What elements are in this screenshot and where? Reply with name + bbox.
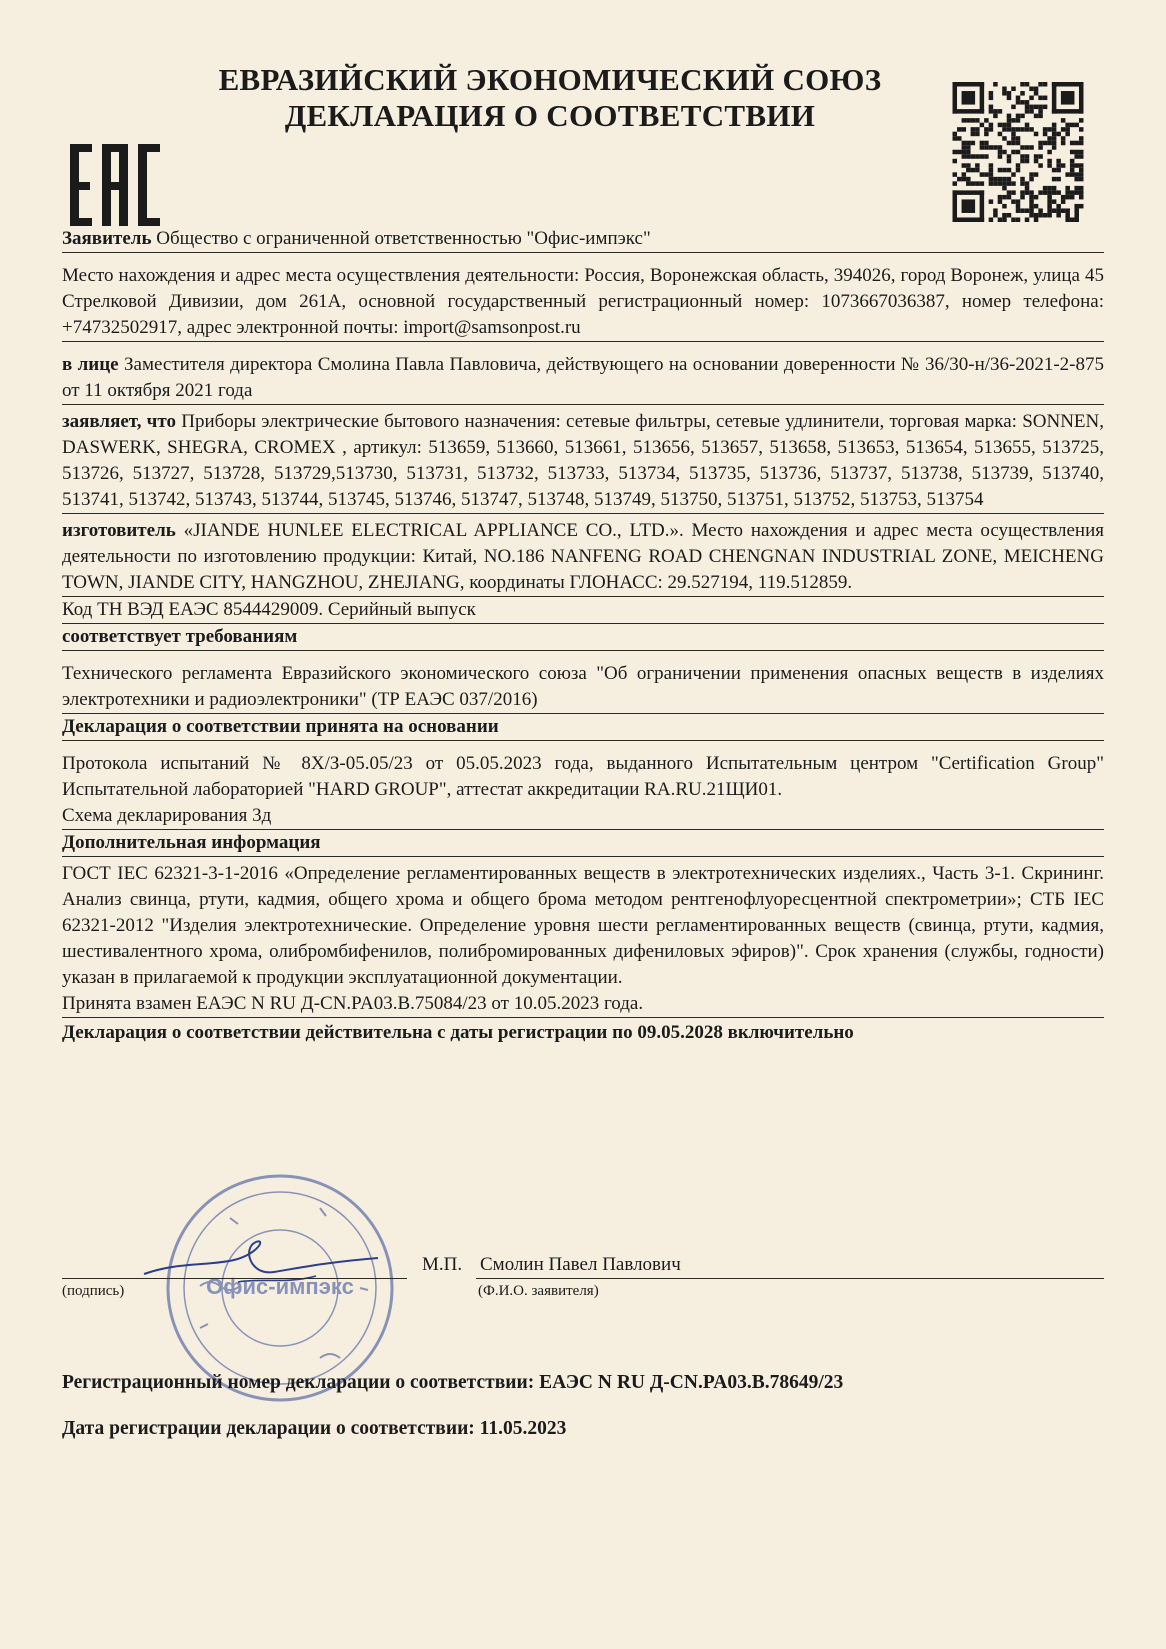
declares-value: Приборы электрические бытового назначения: сетевые фильтры, сетевые удлинители, торговая марка: SONNEN, DASWERK, SHEGRA, CROMEX , артикул: 513659, 513660, 513661, 513656, 513657, 513658, 513653, 513654, 513655, 513725, 513726, 513727, 513728, 513729,513730, 513731, 513732, 513733, 513734, 513735, 513736, 513737, 513738, 513739, 513740, 513741, 513742, 513743, 513744, 513745, 513746, 513747, 513748, 513749, 513750, 513751, 513752, 513753, 513754 bbox=[62, 411, 1104, 510]
applicant-value: Общество с ограниченной ответственностью "Офис-импэкс" bbox=[156, 228, 651, 249]
additional-text: ГОСТ IEC 62321-3-1-2016 «Определение регламентированных веществ в электротехнических изделиях., Часть 3-1. Скрининг. Анализ свинца, ртути, кадмия, общего хрома и общего брома методом рентгенофлуоресцентной спектрометрии»; СТБ IEC 62321-2012 "Изделия электротехнические. Определение уровня шести регламентированных веществ (свинца, ртути, кадмия, шестивалентного хрома, олибромбифенилов, полибромированных дифениловых эфиров)". Срок хранения (службы, годности) указан в прилагаемой к продукции эксплуатационной документации. bbox=[62, 863, 1104, 988]
manufacturer-label: изготовитель bbox=[62, 520, 176, 541]
declares-label: заявляет, что bbox=[62, 411, 176, 432]
document-title bbox=[200, 62, 900, 134]
title-line-2: ДЕКЛАРАЦИЯ О СООТВЕТСТВИИ bbox=[284, 98, 816, 133]
name-caption: (Ф.И.О. заявителя) bbox=[478, 1283, 599, 1299]
represented-label: в лице bbox=[62, 354, 119, 375]
scheme-text: Схема декларирования 3д bbox=[62, 805, 272, 826]
manufacturer-section bbox=[62, 518, 1104, 597]
registration-date: Дата регистрации декларации о соответствии: 11.05.2023 bbox=[62, 1418, 567, 1439]
stamp-center-text: Офис-импэкс bbox=[206, 1274, 354, 1299]
title-line-1: ЕВРАЗИЙСКИЙ ЭКОНОМИЧЕСКИЙ СОЮЗ bbox=[218, 62, 882, 97]
registration-number: Регистрационный номер декларации о соответствии: ЕАЭС N RU Д-CN.PA03.B.78649/23 bbox=[62, 1372, 844, 1393]
scheme-section bbox=[62, 803, 1104, 830]
basis-heading: Декларация о соответствии принята на основании bbox=[62, 714, 1104, 741]
additional-section bbox=[62, 861, 1104, 991]
additional-heading: Дополнительная информация bbox=[62, 830, 1104, 857]
complies-text: Технического регламента Евразийского экономического союза "Об ограничении применения опасных веществ в изделиях электротехники и радиоэлектроники" (ТР ЕАЭС 037/2016) bbox=[62, 663, 1104, 710]
replaces-section bbox=[62, 991, 1104, 1018]
signature-caption: (подпись) bbox=[62, 1283, 125, 1299]
declaration-body bbox=[62, 226, 1104, 1046]
declares-section bbox=[62, 409, 1104, 514]
name-line bbox=[476, 1278, 1104, 1279]
replaces-text: Принята взамен ЕАЭС N RU Д-CN.PA03.B.75084/23 от 10.05.2023 года. bbox=[62, 993, 644, 1014]
tnved-code-section bbox=[62, 597, 1104, 624]
signer-name: Смолин Павел Павлович bbox=[480, 1254, 681, 1275]
seal-place-label: М.П. bbox=[422, 1254, 463, 1275]
applicant-section bbox=[62, 226, 1104, 253]
validity-text: Декларация о соответствии действительна с даты регистрации по 09.05.2028 включительно bbox=[62, 1022, 854, 1043]
complies-section bbox=[62, 661, 1104, 714]
basis-text: Протокола испытаний № 8Х/З-05.05/23 от 05.05.2023 года, выданного Испытательным центром "Certification Group" Испытательной лабораторией "HARD GROUP", аттестат аккредитации RA.RU.21ЩИ01. bbox=[62, 753, 1104, 800]
complies-heading: соответствует требованиям bbox=[62, 624, 1104, 651]
address-section bbox=[62, 263, 1104, 342]
eac-logo bbox=[70, 138, 162, 230]
represented-value: Заместителя директора Смолина Павла Павловича, действующего на основании доверенности № 36/30-н/36-2021-2-875 от 11 октября 2021 года bbox=[62, 354, 1105, 401]
represented-section bbox=[62, 352, 1104, 405]
qr-code bbox=[952, 82, 1084, 222]
applicant-label: Заявитель bbox=[62, 228, 152, 249]
basis-section bbox=[62, 751, 1104, 803]
signature-line bbox=[62, 1278, 407, 1279]
manufacturer-value: «JIANDE HUNLEE ELECTRICAL APPLIANCE CO., LTD.». Место нахождения и адрес места осуществления деятельности по изготовлению продукции: Китай, NO.186 NANFENG ROAD CHENGNAN INDUSTRIAL ZONE, MEICHENG TOWN, JIANDE CITY, HANGZHOU, ZHEJIANG, координаты ГЛОНАСС: 29.527194, 119.512859. bbox=[62, 520, 1105, 593]
address-text: Место нахождения и адрес места осуществления деятельности: Россия, Воронежская область, 394026, город Воронеж, улица 45 Стрелковой Дивизии, дом 261А, основной государственный регистрационный номер: 1073667036387, номер телефона: +74732502917, адрес электронной почты: import@samsonpost.ru bbox=[62, 265, 1104, 338]
tnved-code: Код ТН ВЭД ЕАЭС 8544429009. Серийный выпуск bbox=[62, 599, 476, 620]
